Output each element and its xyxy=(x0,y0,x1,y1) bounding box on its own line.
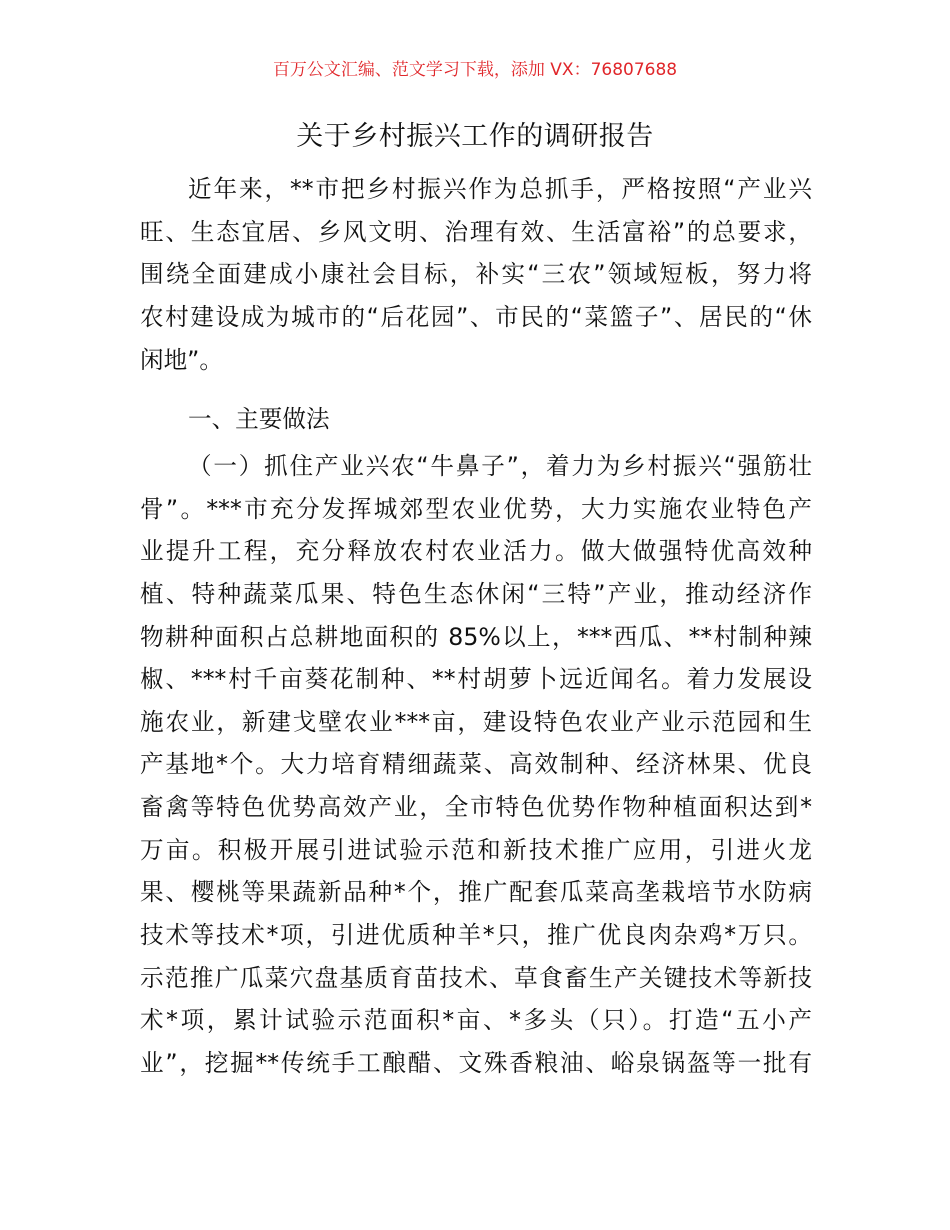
document-title: 关于乡村振兴工作的调研报告 xyxy=(296,121,654,152)
text-line: 技术等技术*项，引进优质种羊*只，推广优良肉杂鸡*万只。 xyxy=(140,921,812,950)
watermark-banner: 百万公文汇编、范文学习下载，添加 VX：76807688 xyxy=(272,60,678,80)
text-line: 术*项，累计试验示范面积*亩、*多头（只）。打造“五小产 xyxy=(140,1006,812,1035)
text-line: 围绕全面建成小康社会目标，补实“三农”领域短板，努力将 xyxy=(140,260,812,289)
text-line: （一）抓住产业兴农“牛鼻子”，着力为乡村振兴“强筋壮 xyxy=(188,452,812,480)
text-line: 旺、生态宜居、乡风文明、治理有效、生活富裕”的总要求， xyxy=(140,217,812,246)
text-line: 闲地”。 xyxy=(140,345,224,374)
text-line: 近年来，**市把乡村振兴作为总抓手，严格按照“产业兴 xyxy=(188,175,812,203)
text-line: 业”，挖掘**传统手工酿醋、文殊香粮油、峪泉锅盔等一批有 xyxy=(140,1048,812,1077)
text-line: 产基地*个。大力培育精细蔬菜、高效制种、经济林果、优良 xyxy=(140,750,812,779)
text-line: 万亩。积极开展引进试验示范和新技术推广应用，引进火龙 xyxy=(140,835,812,864)
text-line: 施农业，新建戈壁农业***亩，建设特色农业产业示范园和生 xyxy=(140,707,812,736)
text-line: 业提升工程，充分释放农村农业活力。做大做强特优高效种 xyxy=(140,537,812,566)
text-line: 椒、***村千亩葵花制种、**村胡萝卜远近闻名。着力发展设 xyxy=(140,665,812,694)
text-line: 果、樱桃等果蔬新品种*个，推广配套瓜菜高垄栽培节水防病 xyxy=(140,878,812,907)
text-line: 骨”。***市充分发挥城郊型农业优势，大力实施农业特色产 xyxy=(140,494,812,523)
text-line: 植、特种蔬菜瓜果、特色生态休闲“三特”产业，推动经济作 xyxy=(140,579,812,608)
section-heading-container xyxy=(140,398,812,441)
text-line: 畜禽等特色优势高效产业，全市特色优势作物种植面积达到* xyxy=(140,793,812,822)
section1-paragraph xyxy=(140,445,812,1085)
text-line: 物耕种面积占总耕地面积的 85%以上，***西瓜、**村制种辣 xyxy=(140,622,812,651)
text-line: 农村建设成为城市的“后花园”、市民的“菜篮子”、居民的“休 xyxy=(140,302,812,331)
section-heading: 一、主要做法 xyxy=(188,405,330,433)
text-line: 示范推广瓜菜穴盘基质育苗技术、草食畜生产关键技术等新技 xyxy=(140,963,812,992)
intro-paragraph xyxy=(140,168,812,381)
